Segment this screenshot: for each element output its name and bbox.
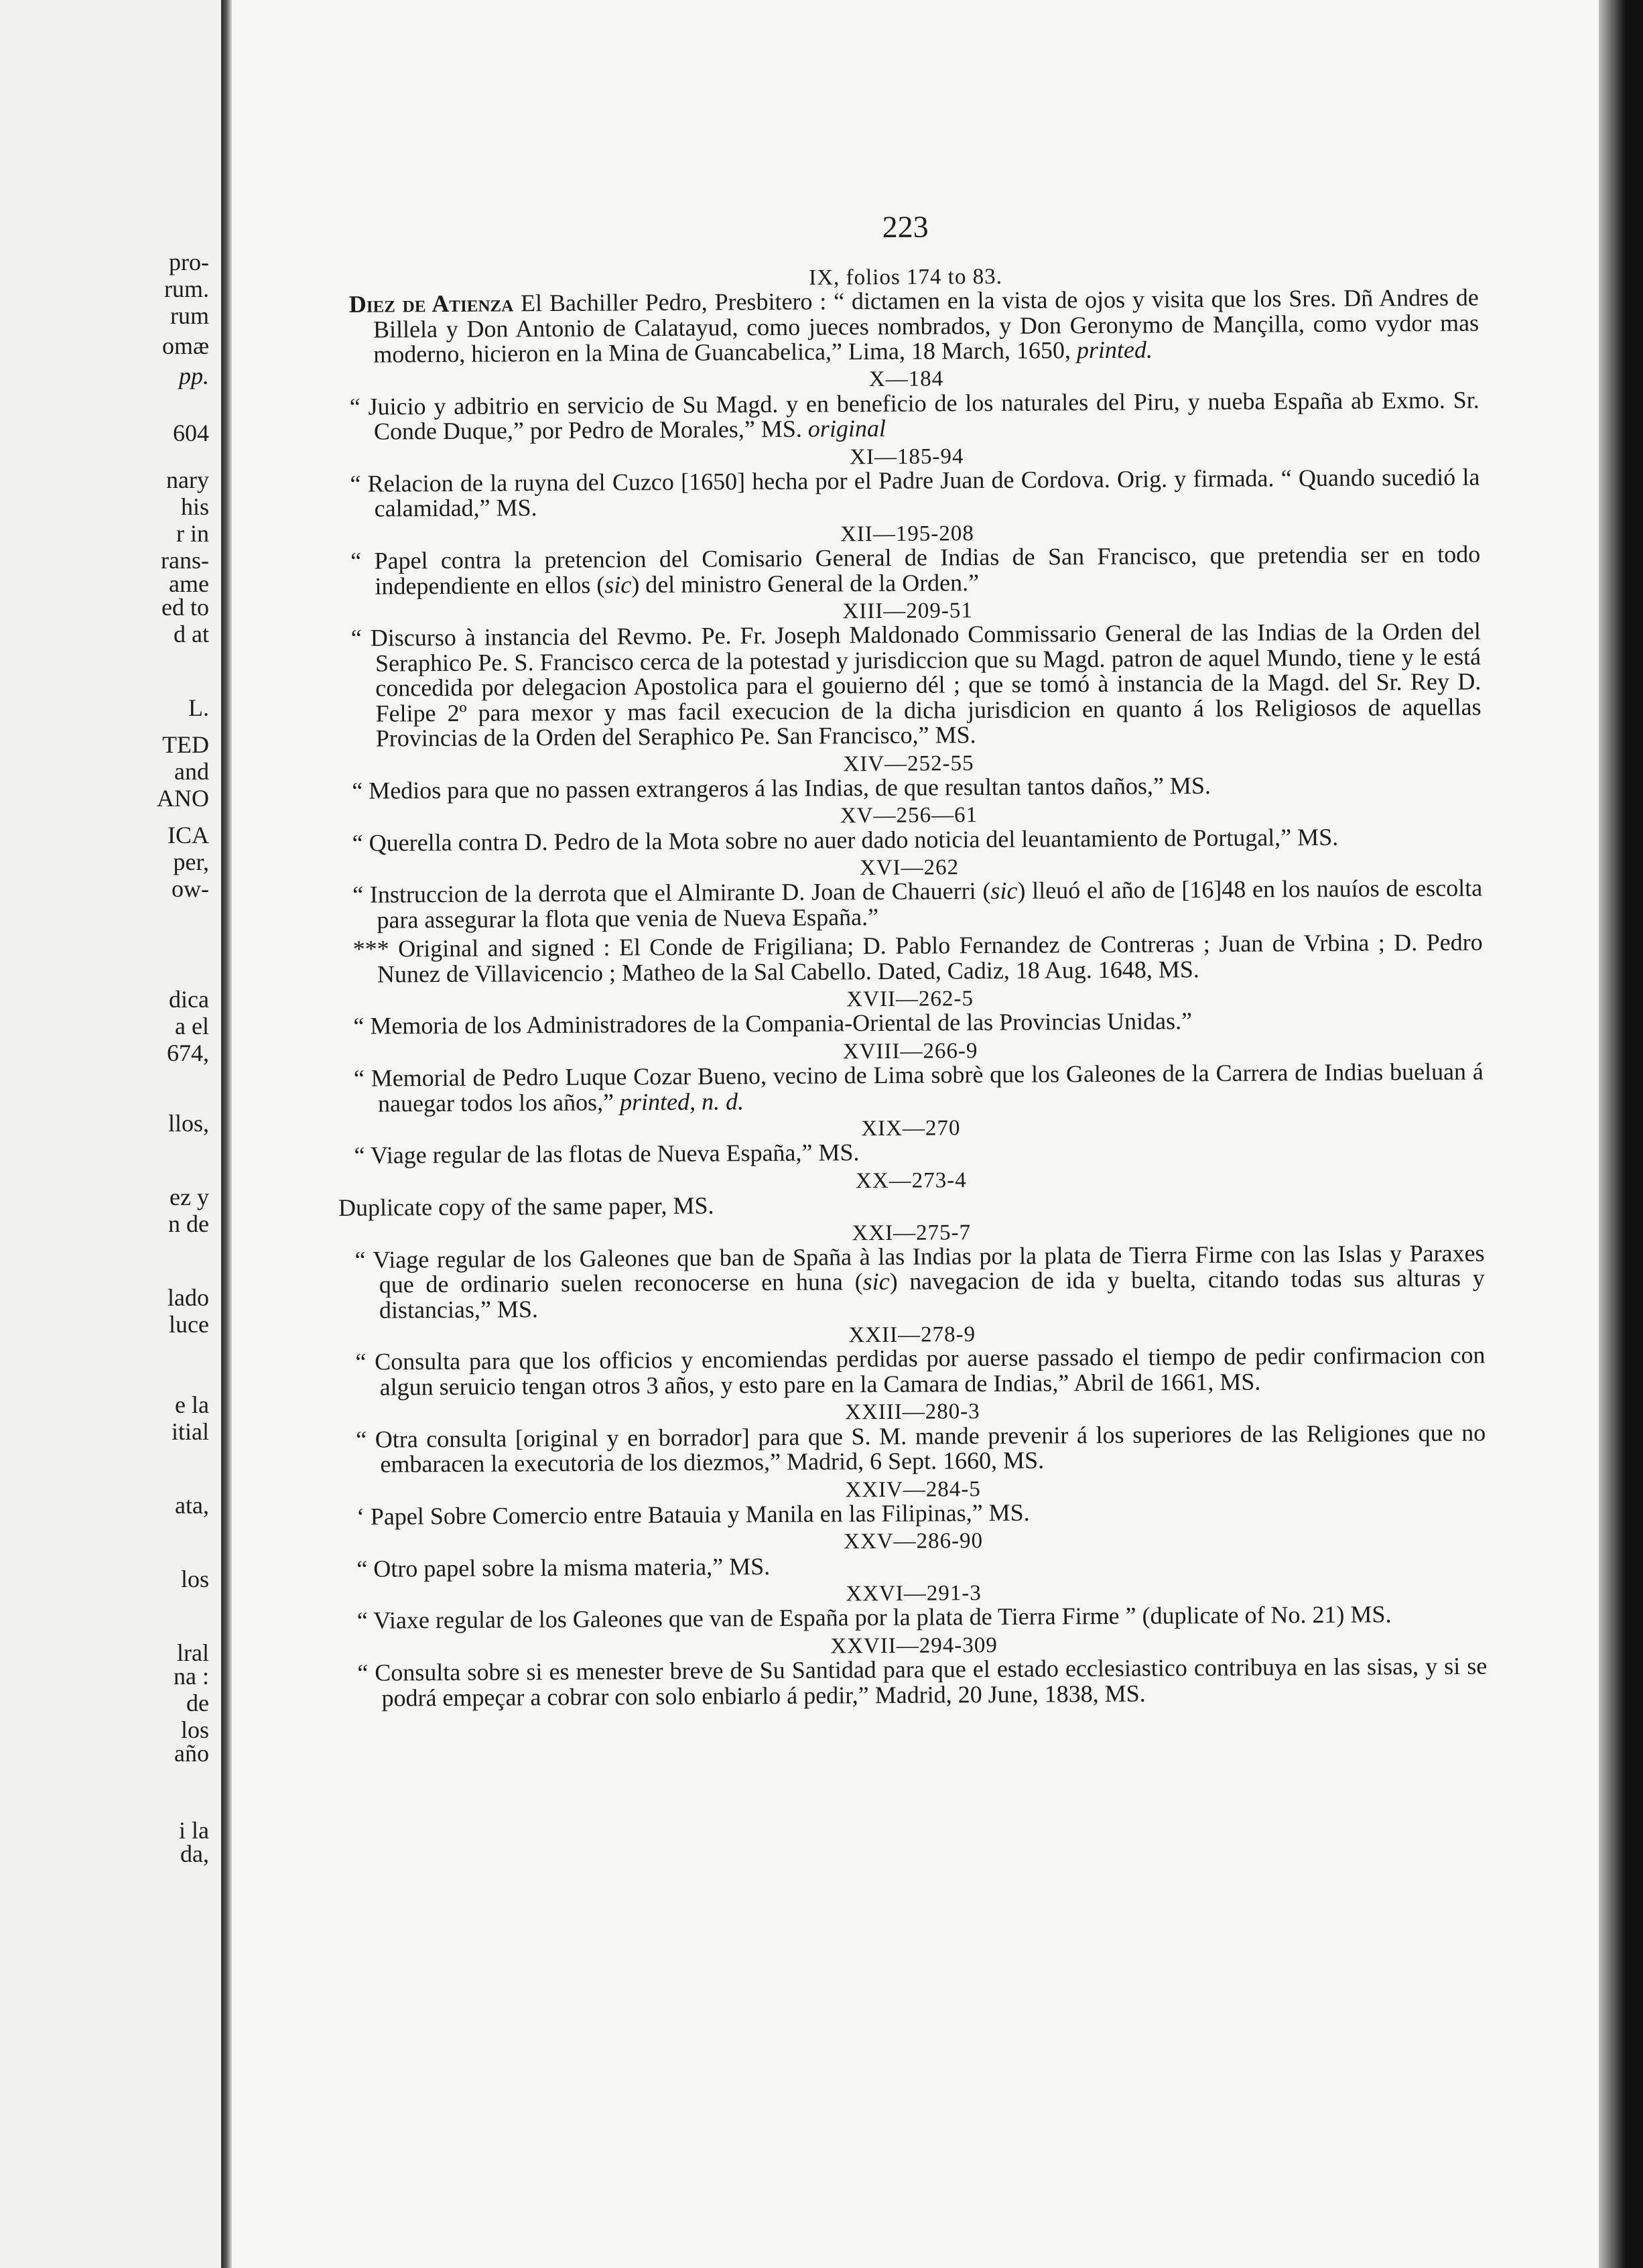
margin-fragment: ANO xyxy=(157,785,209,812)
entry-xxvi: “ Viaxe regular de los Galeones que van de España por la plata de Tierra Firme ” (duplicate of No. 21) MS. xyxy=(356,1600,1392,1635)
entry-xi: “ Relacion de la ruyna del Cuzco [1650] hecha por el Padre Juan de Cordova. Orig. y firmada. “ Quando sucedió la calamidad,” MS. xyxy=(350,463,1480,523)
entry-number: XIV—252-55 xyxy=(843,751,974,776)
margin-fragment: r in xyxy=(176,520,209,547)
entry-number: XXII—278-9 xyxy=(848,1322,976,1348)
entry-xxiii: “ Otra consulta [original y en borrador] para que S. M. mande prevenir á los superiores de las Religiones que no embaracen la executoria de los diezmos,” Madrid, 6 Sept. 1660, MS. xyxy=(356,1419,1486,1478)
margin-fragment: e la xyxy=(175,1391,209,1418)
margin-fragment: los xyxy=(180,1566,209,1592)
margin-fragment: rum xyxy=(170,302,209,329)
margin-fragment: ata, xyxy=(175,1492,209,1519)
margin-fragment: his xyxy=(180,493,209,520)
margin-fragment: año xyxy=(174,1740,209,1767)
entry-number: XIII—209-51 xyxy=(842,598,973,624)
margin-fragment: and xyxy=(174,758,209,785)
entry-number: XII—195-208 xyxy=(840,521,974,547)
entry-number: XVI—262 xyxy=(859,855,960,881)
entry-number: XIX—270 xyxy=(861,1116,961,1141)
entry-number: XI—185-94 xyxy=(849,444,964,469)
margin-fragment: luce xyxy=(169,1311,209,1338)
margin-fragment: llos, xyxy=(168,1110,209,1137)
entry-xvii: “ Memoria de los Administradores de la Compania-Oriental de las Provincias Unidas.” xyxy=(353,1007,1193,1040)
margin-fragment: TED xyxy=(162,731,209,758)
entry-number: XVII—262-5 xyxy=(846,987,974,1012)
entry-xxi: “ Viage regular de los Galeones que ban de Spaña à las Indias por la plata de Tierra Firme con las Islas y Paraxes que de ordinario suelen reconocerse en huna (sic) navegacion de ida y buelta, citando todas sus alturas y distancias,” MS. xyxy=(354,1239,1485,1324)
previous-page-edge xyxy=(0,0,221,2268)
entry-xxv: “ Otro papel sobre la misma materia,” MS. xyxy=(356,1552,771,1582)
entry-number: XXIV—284-5 xyxy=(845,1476,981,1502)
entry-xx: Duplicate copy of the same paper, MS. xyxy=(338,1192,714,1222)
margin-fragment: ow- xyxy=(172,875,209,902)
margin-fragment: d at xyxy=(174,621,209,647)
entry-number: XXVII—294-309 xyxy=(830,1633,998,1659)
page-content xyxy=(332,208,1488,1715)
margin-fragment: ICA xyxy=(168,822,209,848)
author-name: Diez de Atienza xyxy=(348,290,514,318)
margin-fragment: ame xyxy=(169,570,209,597)
margin-fragment: da, xyxy=(180,1840,209,1867)
entry-number: XV—256—61 xyxy=(840,803,978,828)
note-xvi: *** Original and signed : El Conde de Frigiliana; D. Pablo Fernandez de Contreras ; Juan de Vrbina ; D. Pedro Nunez de Villavicencio ; Matheo de la Sal Cabello. Dated, Cadiz, 18 Aug. 1648, MS. xyxy=(352,928,1483,988)
entry-ix: Diez de Atienza El Bachiller Pedro, Presbitero : “ dictamen en la vista de ojos y visita que los Sres. Dñ Andres de Billela y Don Antonio de Calatayud, como jueces nombrados, y Don Geronymo de Mançilla, como vydor mas moderno, hicieron en la Mina de Guancabelica,” Lima, 18 March, 1650, printed. xyxy=(348,284,1480,368)
entry-xiv: “ Medios para que no passen extrangeros á las Indias, de que resultan tantos daños,” MS. xyxy=(352,771,1211,804)
entry-number: XXVI—291-3 xyxy=(846,1581,982,1606)
margin-fragment: itial xyxy=(172,1418,209,1445)
margin-fragment: de xyxy=(186,1690,209,1716)
page-number: 223 xyxy=(882,209,929,244)
entry-xiii: “ Discurso à instancia del Revmo. Pe. Fr. Joseph Maldonado Commissario General de las Indias de la Orden del Seraphico Pe. S. Francisco cerca de la potestad y jurisdiccion que su Magd. patron de aquel Mundo, tiene y le está concedida por delegacion Apostolica para el gouierno dél ; que se tomó à instancia de la Magd. del Sr. Rey D. Felipe 2º para mexor y mas facil execucion de la dicha jurisdicion en quanto á los Religiosos de aquellas Provincias de la Orden del Seraphico Pe. San Francisco,” MS. xyxy=(350,617,1482,752)
entry-xix: “ Viage regular de las flotas de Nueva España,” MS. xyxy=(354,1139,860,1170)
entry-xxiv: ‘ Papel Sobre Comercio entre Batauia y Manila en las Filipinas,” MS. xyxy=(356,1499,1030,1530)
entry-xii: “ Papel contra la pretencion del Comisario General de Indias de San Francisco, que pretendia ser en todo independiente en ellos (sic) del ministro General de la Orden.” xyxy=(350,540,1481,600)
entry-number: XXIII—280-3 xyxy=(845,1399,980,1425)
entry-xxii: “ Consulta para que los officios y encomiendas perdidas por auerse passado el tiempo de pedir confirmacion con algun seruicio tengan otros 3 años, y esto pare en la Camara de Indias,” Abril de 1661, MS. xyxy=(355,1341,1486,1401)
margin-fragment: pp. xyxy=(179,363,209,389)
document-page xyxy=(232,0,1599,2268)
margin-fragment: ed to xyxy=(161,594,209,621)
entry-x: “ Juicio y adbitrio en servicio de Su Magd. y en beneficio de los naturales del Piru, y nueba España ab Exmo. Sr. Conde Duque,” por Pedro de Morales,” MS. original xyxy=(349,386,1480,445)
entry-number: XXI—275-7 xyxy=(852,1220,972,1245)
margin-fragment: L. xyxy=(188,694,209,721)
entry-number: XXV—286-90 xyxy=(844,1529,984,1554)
entry-xvi: “ Instruccion de la derrota que el Almirante D. Joan de Chauerri (sic) lleuó el año de [16]48 en los nauíos de escolta para assegurar la flota que venia de Nueva España.” xyxy=(352,874,1483,934)
margin-fragment: omæ xyxy=(161,332,209,359)
entry-number: XVIII—266-9 xyxy=(842,1038,978,1064)
entry-xxvii: “ Consulta sobre si es menester breve de Su Santidad para que el estado ecclesiastico contribuya en las sisas, y si se podrá empeçar a cobrar con solo enbiarlo á pedir,” Madrid, 20 June, 1838, MS. xyxy=(357,1652,1488,1712)
margin-fragment: los xyxy=(180,1716,209,1743)
entry-xv: “ Querella contra D. Pedro de la Mota sobre no auer dado noticia del leuantamiento de Portugal,” MS. xyxy=(352,823,1339,857)
entry-number: X—184 xyxy=(868,367,944,392)
margin-fragment: a el xyxy=(175,1013,209,1040)
margin-fragment: 604 xyxy=(173,420,209,446)
margin-fragment: pro- xyxy=(169,249,209,275)
entry-xviii: “ Memorial de Pedro Luque Cozar Bueno, vecino de Lima sobrè que los Galeones de la Carrera de Indias bueluan á nauegar todos los años,” printed, n. d. xyxy=(353,1058,1484,1117)
book-gutter xyxy=(221,0,232,2268)
margin-fragment: rans- xyxy=(161,547,209,574)
margin-fragment: lado xyxy=(168,1284,209,1311)
page-edge-shadow xyxy=(1599,0,1643,2268)
entry-number: XX—273-4 xyxy=(855,1168,967,1194)
margin-fragment: lral xyxy=(177,1639,209,1666)
heading-line: IX, folios 174 to 83. xyxy=(809,264,1003,290)
margin-fragment: 674, xyxy=(167,1040,209,1066)
margin-fragment: i la xyxy=(179,1817,209,1844)
margin-fragment: na : xyxy=(174,1663,209,1690)
margin-fragment: dica xyxy=(169,986,209,1013)
margin-fragment: rum. xyxy=(164,275,209,302)
margin-fragment: per, xyxy=(173,848,209,875)
margin-fragment: nary xyxy=(166,466,209,493)
margin-fragment: n de xyxy=(168,1210,209,1237)
margin-fragment: ez y xyxy=(170,1184,209,1210)
